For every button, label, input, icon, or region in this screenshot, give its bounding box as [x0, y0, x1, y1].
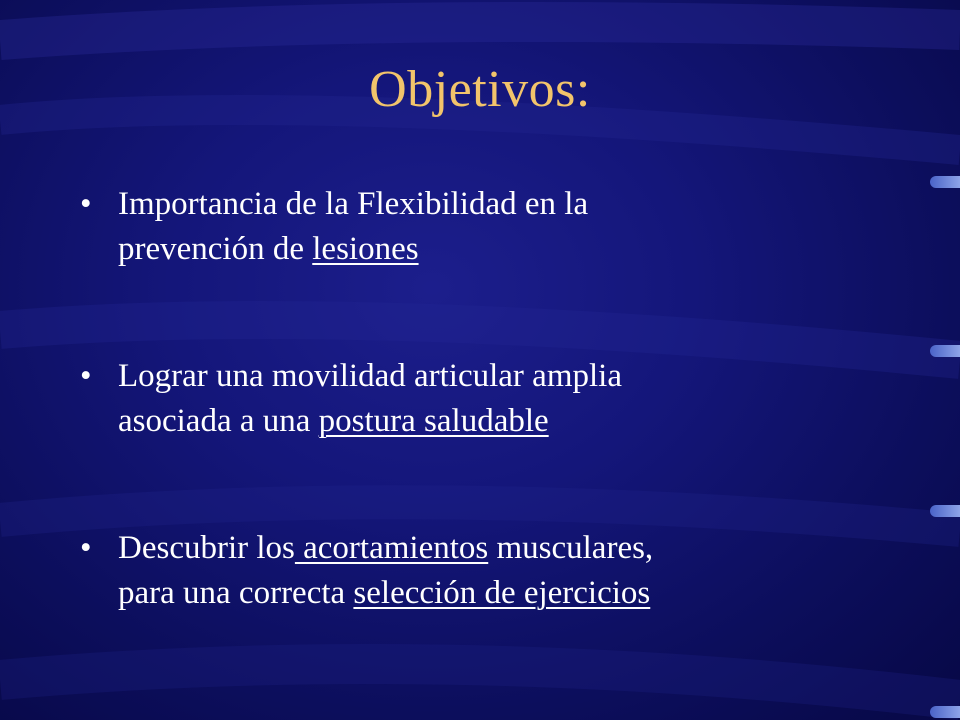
edge-accent-mark: [930, 345, 960, 357]
slide-title: Objetivos:: [369, 61, 591, 118]
edge-accent-mark: [930, 176, 960, 188]
edge-accent-mark: [930, 505, 960, 517]
bullet-text-line: Lograr una movilidad articular amplia: [118, 358, 622, 394]
underlined-keyword: postura saludable: [318, 403, 549, 439]
bullet-dot: •: [80, 186, 92, 222]
bullet-text: prevención de: [118, 231, 313, 267]
underlined-keyword: lesiones: [312, 231, 419, 267]
bullet-text: Descubrir los: [118, 530, 295, 566]
bullet-item: [80, 182, 880, 272]
edge-accent-mark: [930, 706, 960, 718]
bullet-dot: •: [80, 530, 92, 566]
bullet-dot: •: [80, 358, 92, 394]
bullet-list: [80, 182, 880, 698]
bullet-text-line: Importancia de la Flexibilidad en la: [118, 186, 589, 222]
bullet-text: musculares,: [488, 530, 654, 566]
underlined-keyword: acortamientos: [294, 530, 489, 566]
bullet-item: [80, 354, 880, 444]
bullet-text: asociada a una: [118, 403, 319, 439]
bullet-item: [80, 526, 880, 616]
underlined-keyword: selección de ejercicios: [353, 575, 651, 611]
bullet-text: para una correcta: [118, 575, 354, 611]
